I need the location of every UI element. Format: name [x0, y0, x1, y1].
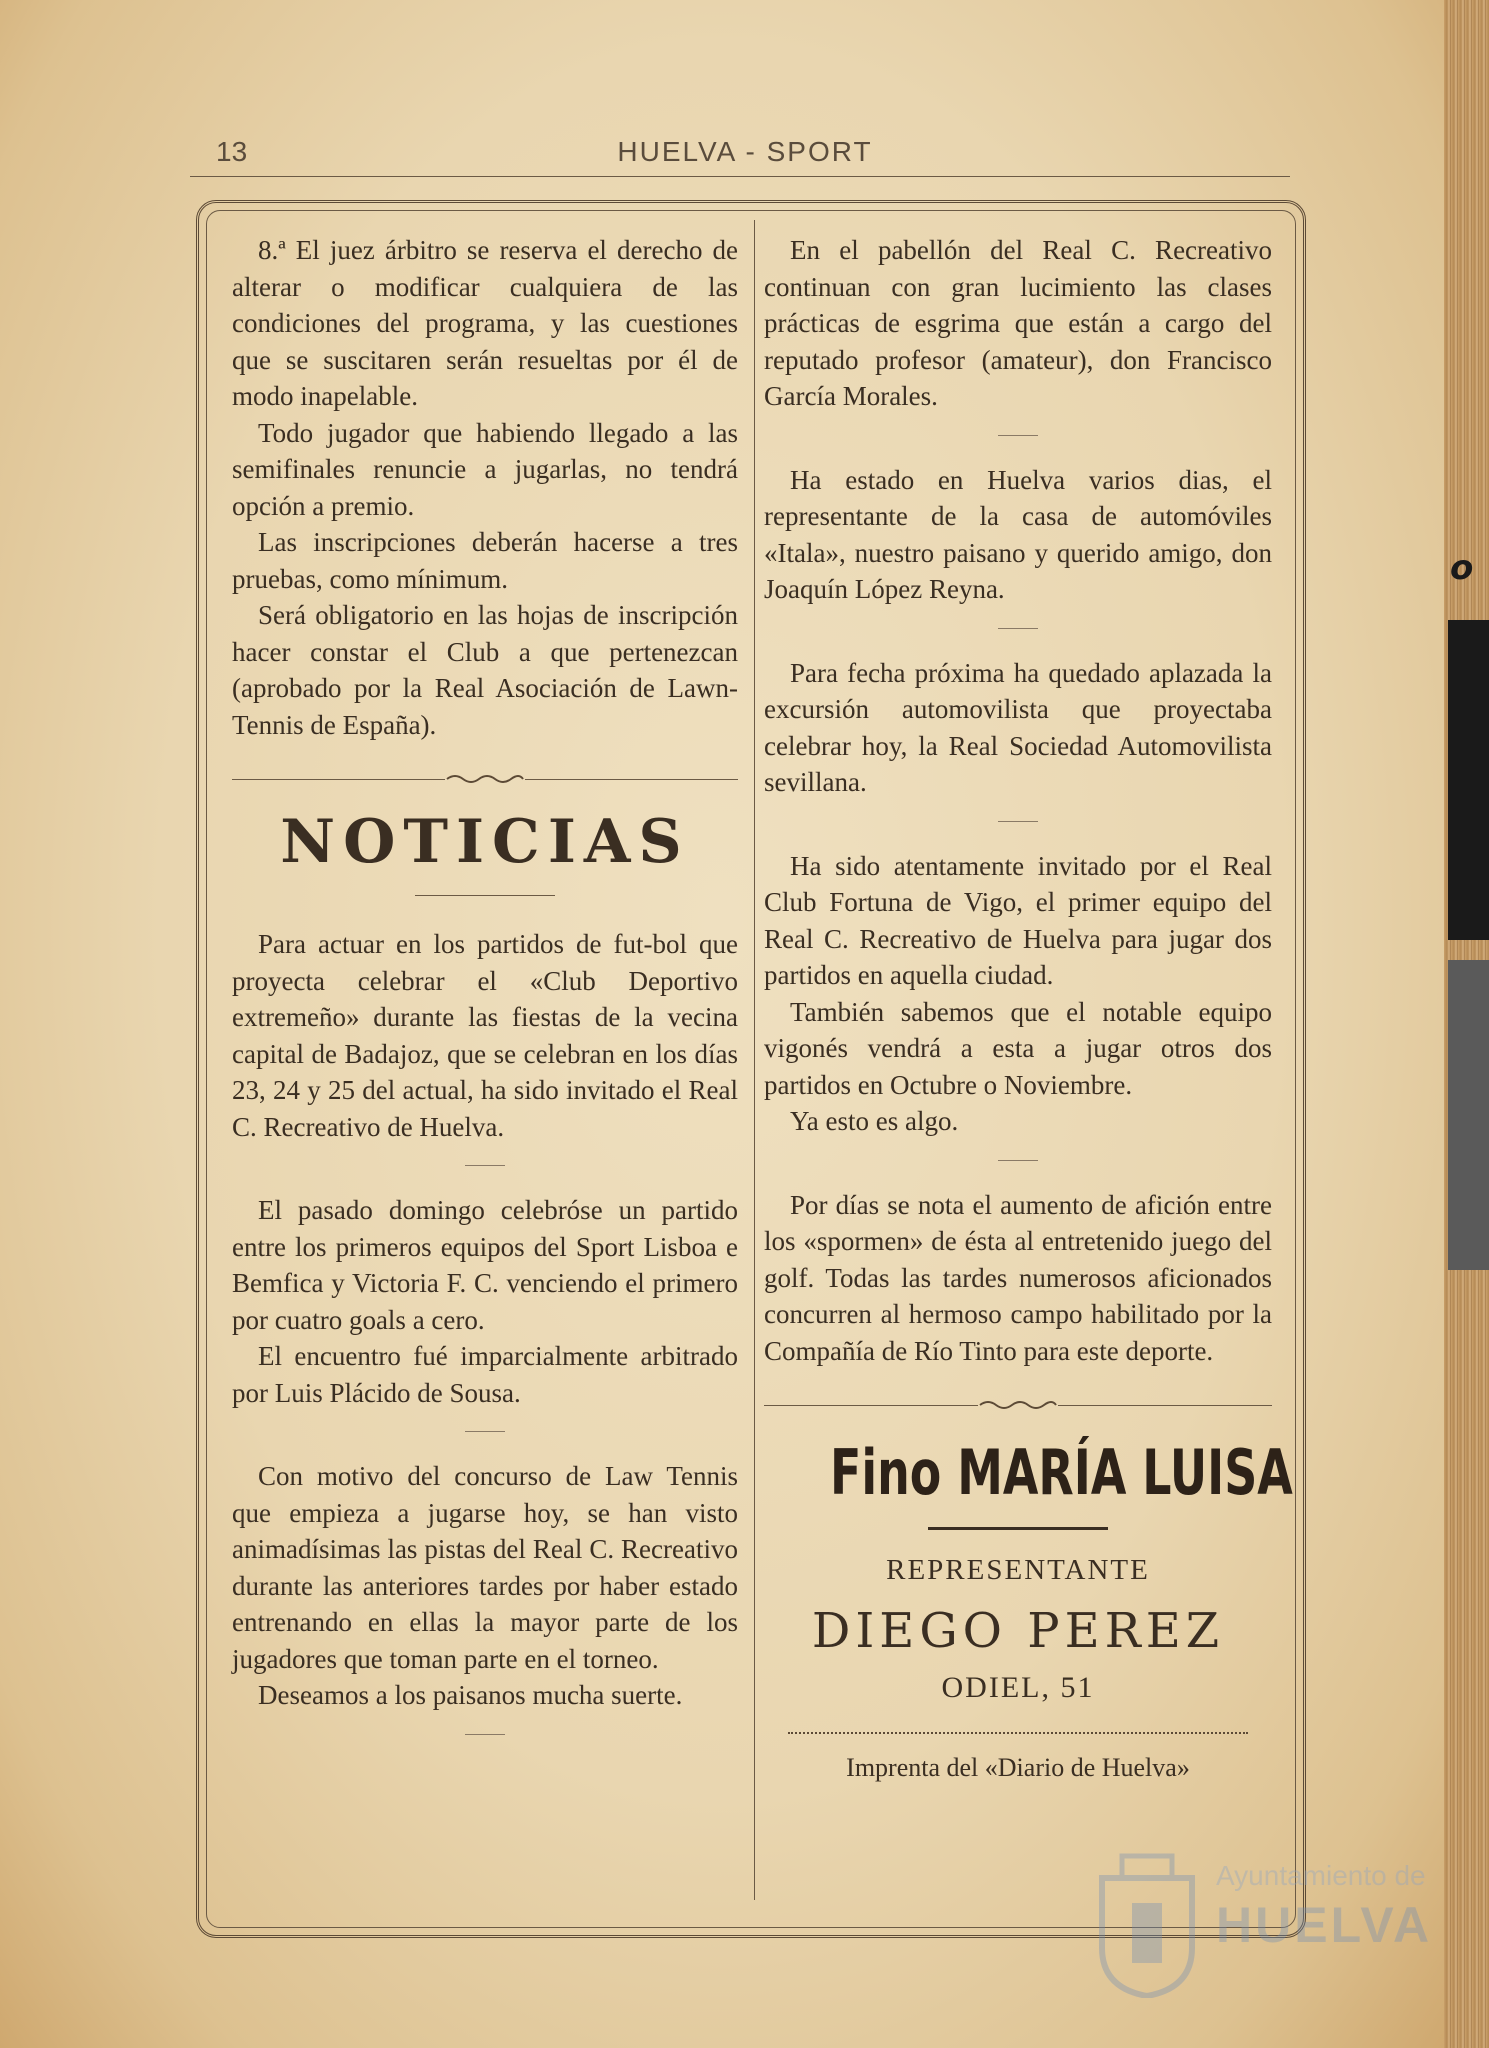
news-separator	[998, 821, 1038, 822]
coat-of-arms-icon	[1092, 1848, 1202, 1998]
side-tab-grey	[1448, 960, 1489, 1270]
ad-name: DIEGO PEREZ	[811, 1603, 1225, 1659]
ad-dotted-rule	[788, 1732, 1248, 1734]
ad-brand: Fino MARÍA LUISA	[830, 1436, 1293, 1509]
right-column	[764, 232, 1293, 1786]
news-item: En el pabellón del Real C. Recreativo continuan con gran lucimiento las clases prácticas de esgrima que están a cargo del reputado profesor (amateur), don Francisco García Morales.	[764, 235, 1272, 411]
wave-ornament-icon	[978, 1399, 1058, 1411]
news-separator	[998, 1160, 1038, 1161]
news-separator	[465, 1431, 505, 1432]
rules-paragraph: Todo jugador que habiendo llegado a las semifinales renuncie a jugarlas, no tendrá opción a premio.	[232, 417, 738, 521]
watermark-line2: HUELVA	[1216, 1897, 1433, 1953]
rules-paragraph: Será obligatorio en las hojas de inscripción hacer constar el Club a que pertenezcan (aprobado por la Real Asociación de Lawn-Tennis de España).	[232, 600, 738, 740]
news-item: Por días se nota el aumento de afición entre los «spormen» de ésta al entretenido juego del golf. Todas las tardes numerosos aficionados concurren al hermoso campo habilitado por la Compañía de Río Tinto para este deporte.	[764, 1189, 1272, 1366]
news-separator	[998, 435, 1038, 436]
page-number: 13	[216, 136, 248, 167]
news-separator	[465, 1734, 505, 1735]
column-divider	[754, 220, 755, 1900]
news-item: Para actuar en los partidos de fut-bol que proyecta celebrar el «Club Deportivo extremeño» durante las fiestas de la vecina capital de Badajoz, que se celebran en los días 23, 24 y 25 del actual, ha sido invitado el Real C. Recreativo de Huelva.	[232, 929, 738, 1142]
ad-ornament	[764, 1399, 1272, 1411]
header-rule	[190, 176, 1290, 177]
left-column	[232, 232, 738, 1761]
journal-title: HUELVA - SPORT	[617, 136, 873, 167]
rules-paragraph: Las inscripciones deberán hacerse a tres pruebas, como mínimum.	[232, 527, 738, 594]
running-head	[190, 136, 1300, 176]
printer-credit: Imprenta del «Diario de Huelva»	[846, 1753, 1190, 1782]
ad-brand-rule	[928, 1527, 1108, 1530]
watermark-line1: Ayuntamiento de	[1216, 1860, 1426, 1891]
news-item: Ha estado en Huelva varios dias, el representante de la casa de automóviles «Itala», nuestro paisano y querido amigo, don Joaquín López Reyna.	[764, 464, 1272, 604]
news-separator	[998, 628, 1038, 629]
section-ornament	[232, 773, 738, 785]
advertisement	[764, 1433, 1293, 1786]
ad-address: ODIEL, 51	[941, 1671, 1095, 1704]
rules-paragraph: 8.ª El juez árbitro se reserva el derecho de alterar o modificar cualquiera de las condiciones del programa, y las cuestiones que se suscitaren serán resueltas por él de modo inapelable.	[232, 235, 738, 411]
news-separator	[465, 1165, 505, 1166]
section-title: NOTICIAS	[280, 807, 690, 877]
ad-role: REPRESENTANTE	[886, 1554, 1150, 1586]
news-item: Ya esto es algo.	[790, 1106, 959, 1136]
huelva-watermark	[1088, 1848, 1433, 2018]
news-item: El pasado domingo celebróse un partido entre los primeros equipos del Sport Lisboa e Bemfica y Victoria F. C. venciendo el primero por cuatro goals a cero.	[232, 1195, 738, 1335]
news-item: Con motivo del concurso de Law Tennis que empieza a jugarse hoy, se han visto animadísimas las pistas del Real C. Recreativo durante las anteriores tardes por haber estado entrenando en ellas la mayor parte de los jugadores que toman parte en el torneo.	[232, 1461, 738, 1674]
news-item: También sabemos que el notable equipo vigonés vendrá a esta a jugar otros dos partidos en Octubre o Noviembre.	[764, 996, 1272, 1100]
news-item: El encuentro fué imparcialmente arbitrado por Luis Plácido de Sousa.	[232, 1341, 738, 1408]
news-item: Ha sido atentamente invitado por el Real Club Fortuna de Vigo, el primer equipo del Real C. Recreativo de Huelva para jugar dos partidos en aquella ciudad.	[764, 850, 1272, 990]
wave-ornament-icon	[445, 773, 525, 785]
news-item: Para fecha próxima ha quedado aplazada la excursión automovilista que proyectaba celebrar hoy, la Real Sociedad Automovilista sevillana.	[764, 657, 1272, 797]
news-item: Deseamos a los paisanos mucha suerte.	[258, 1680, 683, 1710]
side-tab-letter: o	[1450, 548, 1474, 588]
title-rule	[415, 895, 555, 896]
side-tab-black	[1448, 620, 1489, 940]
